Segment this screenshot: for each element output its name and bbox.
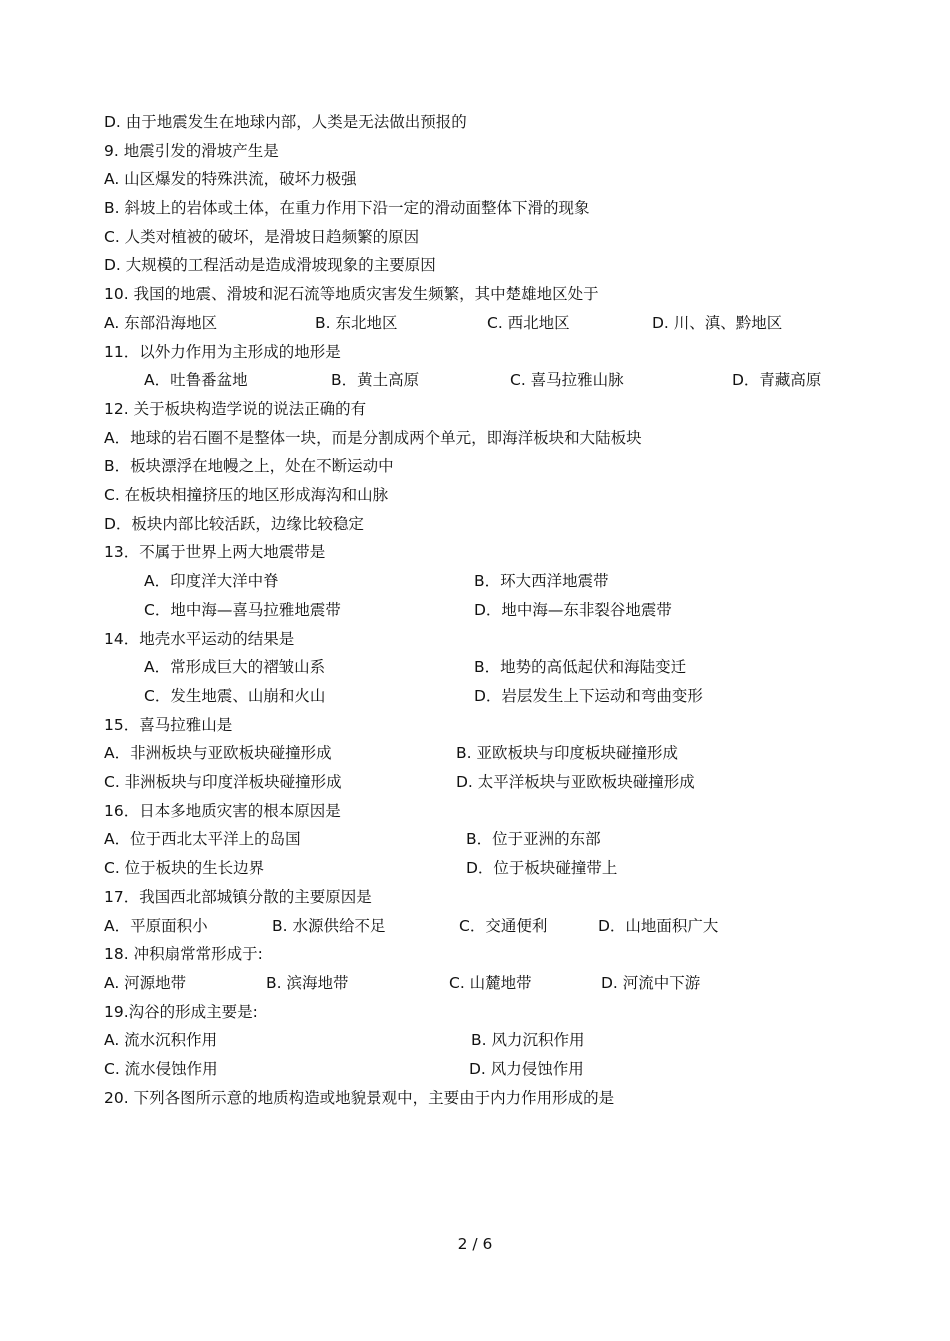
q12-option-d: D．板块内部比较活跃，边缘比较稳定 bbox=[104, 515, 364, 533]
q11-option-a: A．吐鲁番盆地 bbox=[144, 371, 248, 389]
q18-option-c: C. 山麓地带 bbox=[449, 974, 532, 992]
q16-stem: 16．日本多地质灾害的根本原因是 bbox=[104, 802, 341, 820]
q9-stem: 9. 地震引发的滑坡产生是 bbox=[104, 142, 279, 160]
q17-option-a: A．平原面积小 bbox=[104, 917, 208, 935]
q13-option-d: D．地中海—东非裂谷地震带 bbox=[474, 601, 672, 619]
q15-stem: 15．喜马拉雅山是 bbox=[104, 716, 233, 734]
q15-option-a: A．非洲板块与亚欧板块碰撞形成 bbox=[104, 744, 332, 762]
q10-option-d: D. 川、滇、黔地区 bbox=[652, 314, 783, 332]
q16-option-c: C. 位于板块的生长边界 bbox=[104, 859, 265, 877]
q18-option-a: A. 河源地带 bbox=[104, 974, 187, 992]
q17-option-b: B. 水源供给不足 bbox=[272, 917, 386, 935]
q16-option-d: D．位于板块碰撞带上 bbox=[466, 859, 618, 877]
q12-option-b: B．板块漂浮在地幔之上，处在不断运动中 bbox=[104, 457, 394, 475]
q11-stem: 11．以外力作用为主形成的地形是 bbox=[104, 343, 341, 361]
q8-option-d: D. 由于地震发生在地球内部，人类是无法做出预报的 bbox=[104, 113, 467, 131]
q14-option-c: C．发生地震、山崩和火山 bbox=[144, 687, 326, 705]
q11-option-b: B．黄土高原 bbox=[331, 371, 420, 389]
q17-option-c: C．交通便利 bbox=[459, 917, 548, 935]
q19-option-b: B. 风力沉积作用 bbox=[471, 1031, 585, 1049]
q15-option-b: B. 亚欧板块与印度板块碰撞形成 bbox=[456, 744, 678, 762]
q12-option-a: A．地球的岩石圈不是整体一块，而是分割成两个单元，即海洋板块和大陆板块 bbox=[104, 429, 642, 447]
q10-option-a: A. 东部沿海地区 bbox=[104, 314, 218, 332]
q14-option-d: D．岩层发生上下运动和弯曲变形 bbox=[474, 687, 703, 705]
q18-option-d: D. 河流中下游 bbox=[601, 974, 701, 992]
q19-option-a: A. 流水沉积作用 bbox=[104, 1031, 218, 1049]
q17-option-d: D．山地面积广大 bbox=[598, 917, 719, 935]
q10-option-c: C. 西北地区 bbox=[487, 314, 570, 332]
q15-option-d: D. 太平洋板块与亚欧板块碰撞形成 bbox=[456, 773, 695, 791]
q10-stem: 10. 我国的地震、滑坡和泥石流等地质灾害发生频繁，其中楚雄地区处于 bbox=[104, 285, 599, 303]
q14-option-b: B．地势的高低起伏和海陆变迁 bbox=[474, 658, 687, 676]
q20-stem: 20. 下列各图所示意的地质构造或地貌景观中，主要由于内力作用形成的是 bbox=[104, 1089, 615, 1107]
q13-option-c: C．地中海—喜马拉雅地震带 bbox=[144, 601, 341, 619]
q13-option-b: B．环大西洋地震带 bbox=[474, 572, 609, 590]
q9-option-d: D. 大规模的工程活动是造成滑坡现象的主要原因 bbox=[104, 256, 436, 274]
q12-option-c: C. 在板块相撞挤压的地区形成海沟和山脉 bbox=[104, 486, 389, 504]
q9-option-b: B. 斜坡上的岩体或土体，在重力作用下沿一定的滑动面整体下滑的现象 bbox=[104, 199, 590, 217]
q10-option-b: B. 东北地区 bbox=[315, 314, 398, 332]
q9-option-a: A. 山区爆发的特殊洪流，破坏力极强 bbox=[104, 170, 357, 188]
q9-option-c: C. 人类对植被的破坏，是滑坡日趋频繁的原因 bbox=[104, 228, 420, 246]
q13-option-a: A．印度洋大洋中脊 bbox=[144, 572, 279, 590]
q11-option-c: C. 喜马拉雅山脉 bbox=[510, 371, 624, 389]
q13-stem: 13．不属于世界上两大地震带是 bbox=[104, 543, 326, 561]
q18-option-b: B. 滨海地带 bbox=[266, 974, 349, 992]
q11-option-d: D．青藏高原 bbox=[732, 371, 822, 389]
q19-option-c: C. 流水侵蚀作用 bbox=[104, 1060, 218, 1078]
q12-stem: 12. 关于板块构造学说的说法正确的有 bbox=[104, 400, 367, 418]
q14-stem: 14．地壳水平运动的结果是 bbox=[104, 630, 295, 648]
q18-stem: 18. 冲积扇常常形成于: bbox=[104, 945, 263, 963]
q16-option-a: A．位于西北太平洋上的岛国 bbox=[104, 830, 301, 848]
q14-option-a: A．常形成巨大的褶皱山系 bbox=[144, 658, 326, 676]
q15-option-c: C. 非洲板块与印度洋板块碰撞形成 bbox=[104, 773, 342, 791]
q19-stem: 19.沟谷的形成主要是: bbox=[104, 1003, 258, 1021]
q16-option-b: B．位于亚洲的东部 bbox=[466, 830, 601, 848]
q17-stem: 17．我国西北部城镇分散的主要原因是 bbox=[104, 888, 372, 906]
q19-option-d: D. 风力侵蚀作用 bbox=[469, 1060, 584, 1078]
page-number: 2 / 6 bbox=[457, 1235, 493, 1253]
